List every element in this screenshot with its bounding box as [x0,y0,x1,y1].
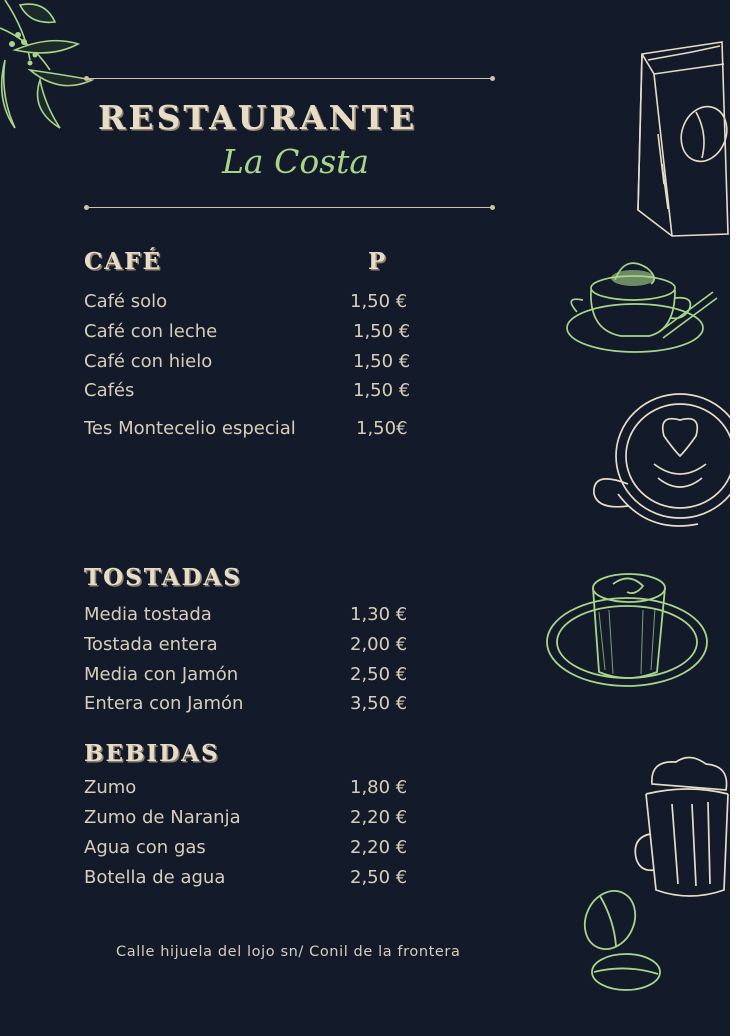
menu-item [84,291,424,315]
whipped-cream-mug-icon [632,754,730,904]
rule-dot [84,205,89,210]
item-price: 1,50€ [356,418,408,439]
item-name: Tes Montecelio especial [84,418,296,439]
item-price: 2,50 € [350,867,408,888]
item-price: 2,00 € [350,634,408,655]
section-heading-bebidas: BEBIDAS [84,740,220,767]
item-name: Media con Jamón [84,664,239,685]
coffee-leaves-icon [0,0,100,135]
item-name: Entera con Jamón [84,693,244,714]
menu-item [84,664,424,688]
item-price: 3,50 € [350,693,408,714]
menu-item [84,351,424,375]
latte-art-cup-icon [588,384,730,536]
restaurant-title: RESTAURANTE [98,98,418,137]
coffee-bag-icon [632,34,730,240]
rule-dot [84,76,89,81]
menu-item [84,604,424,628]
item-price: 1,80 € [350,777,408,798]
item-name: Tostada entera [84,634,218,655]
menu-item [84,837,424,861]
header-bottom-rule [86,207,492,208]
item-price: 1,50 € [353,321,411,342]
item-price: 2,20 € [350,837,408,858]
menu-item [84,867,424,891]
item-name: Café con hielo [84,351,213,372]
item-name: Agua con gas [84,837,206,858]
coffee-beans-icon [580,886,670,996]
item-name: Café solo [84,291,168,312]
footer-address: Calle hijuela del lojo sn/ Conil de la frontera [116,944,461,960]
item-name: Media tostada [84,604,212,625]
item-price: 2,20 € [350,807,408,828]
header-top-rule [86,78,492,79]
section-heading-tostadas: TOSTADAS [84,564,242,591]
menu-item [84,807,424,831]
rule-dot [490,205,495,210]
menu-item [84,321,424,345]
menu-item [84,777,424,801]
item-price: 1,30 € [350,604,408,625]
coffee-cup-cinnamon-icon [563,250,723,365]
item-price: 1,50 € [350,291,408,312]
menu-item [84,418,424,442]
item-name: Café con leche [84,321,218,342]
rule-dot [490,76,495,81]
item-price: 2,50 € [350,664,408,685]
item-name: Cafés [84,380,135,401]
restaurant-subtitle: La Costa [222,142,370,181]
item-name: Botella de agua [84,867,226,888]
item-name: Zumo [84,777,137,798]
glass-cup-saucer-icon [543,562,713,694]
menu-item [84,693,424,717]
section-heading-cafe: CAFÉ [84,248,163,275]
price-column-heading: P [368,248,388,275]
menu-item [84,634,424,658]
item-price: 1,50 € [353,380,411,401]
menu-item [84,380,424,404]
item-price: 1,50 € [353,351,411,372]
item-name: Zumo de Naranja [84,807,241,828]
